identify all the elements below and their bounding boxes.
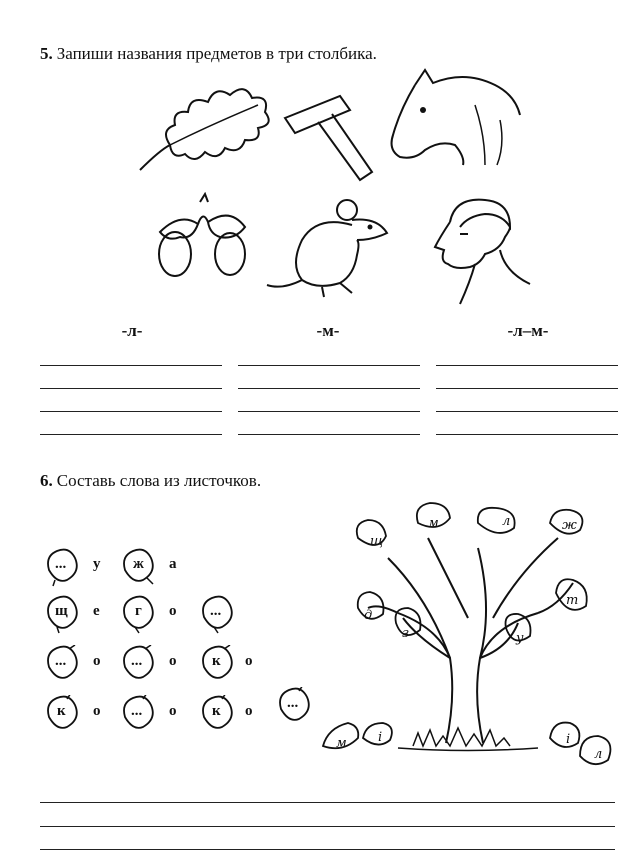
leaf-letter: г (135, 603, 142, 619)
task6-number: 6. (40, 471, 53, 490)
leaf-letter: ... (131, 653, 143, 669)
boy-icon (430, 192, 535, 310)
leaf-row-3 (45, 645, 265, 685)
tree-leaf-letter: у (516, 631, 524, 646)
hammer-icon (280, 88, 380, 188)
writing-line[interactable] (238, 365, 420, 366)
tree-leaf-letter: м (428, 516, 439, 531)
column-header-l: -л- (121, 321, 143, 340)
writing-line[interactable] (40, 388, 222, 389)
writing-line[interactable] (436, 434, 618, 435)
letter: о (93, 653, 101, 669)
leaf-row-1 (45, 548, 195, 588)
oak-leaf-icon (130, 70, 280, 180)
letter: а (169, 556, 177, 572)
letter: о (169, 653, 177, 669)
leaf-letter: к (212, 653, 221, 669)
leaf-row-4 (45, 695, 325, 735)
horse-icon (385, 65, 525, 175)
leaf-letter: к (57, 703, 66, 719)
writing-line[interactable] (40, 849, 615, 850)
tree-leaf-letter: л (502, 514, 511, 529)
letter: у (93, 556, 101, 572)
writing-line[interactable] (238, 388, 420, 389)
tree-icon (318, 498, 628, 770)
writing-line[interactable] (40, 411, 222, 412)
task6-title (40, 471, 261, 491)
ground-leaf-letter: і (378, 730, 383, 745)
column-header-l-m: -л–м- (507, 321, 549, 340)
writing-line[interactable] (238, 411, 420, 412)
letter: о (93, 703, 101, 719)
leaf-letter: щ (55, 603, 68, 619)
writing-line[interactable] (40, 826, 615, 827)
leaf-letter: ... (287, 695, 299, 711)
column-header-m: -м- (316, 321, 340, 340)
leaf-letter: к (212, 703, 221, 719)
letter: о (245, 703, 253, 719)
task5-number: 5. (40, 44, 53, 63)
writing-line[interactable] (40, 802, 615, 803)
ground-leaf-letter: м (336, 736, 347, 751)
writing-line[interactable] (40, 365, 222, 366)
letter: о (169, 603, 177, 619)
writing-line[interactable] (436, 388, 618, 389)
tree-leaf-letter: т (566, 593, 579, 608)
letter: о (245, 653, 253, 669)
leaf-letter: ... (55, 653, 67, 669)
writing-line[interactable] (436, 365, 618, 366)
leaf-row-2 (45, 595, 245, 635)
tree-leaf-letter: щ (370, 534, 384, 549)
acorns-icon (150, 192, 260, 282)
task6-text: Составь слова из листочков. (56, 471, 262, 490)
writing-line[interactable] (238, 434, 420, 435)
tree-leaf-letter: д (364, 608, 373, 623)
mouse-icon (262, 195, 397, 300)
leaf-letter: ... (55, 556, 67, 572)
tree-leaf-letter: з (402, 626, 410, 641)
ground-leaf-letter: і (566, 732, 571, 747)
letter: о (169, 703, 177, 719)
ground-leaf-letter: л (594, 747, 603, 762)
leaf-letter: ... (210, 603, 222, 619)
letter: е (93, 603, 100, 619)
writing-line[interactable] (436, 411, 618, 412)
task5-title (40, 44, 377, 64)
writing-line[interactable] (40, 434, 222, 435)
leaf-letter: ... (131, 703, 143, 719)
leaf-letter: ж (133, 556, 144, 572)
task5-text: Запиши названия предметов в три столбика. (56, 44, 377, 63)
tree-leaf-letter: ж (562, 518, 577, 533)
